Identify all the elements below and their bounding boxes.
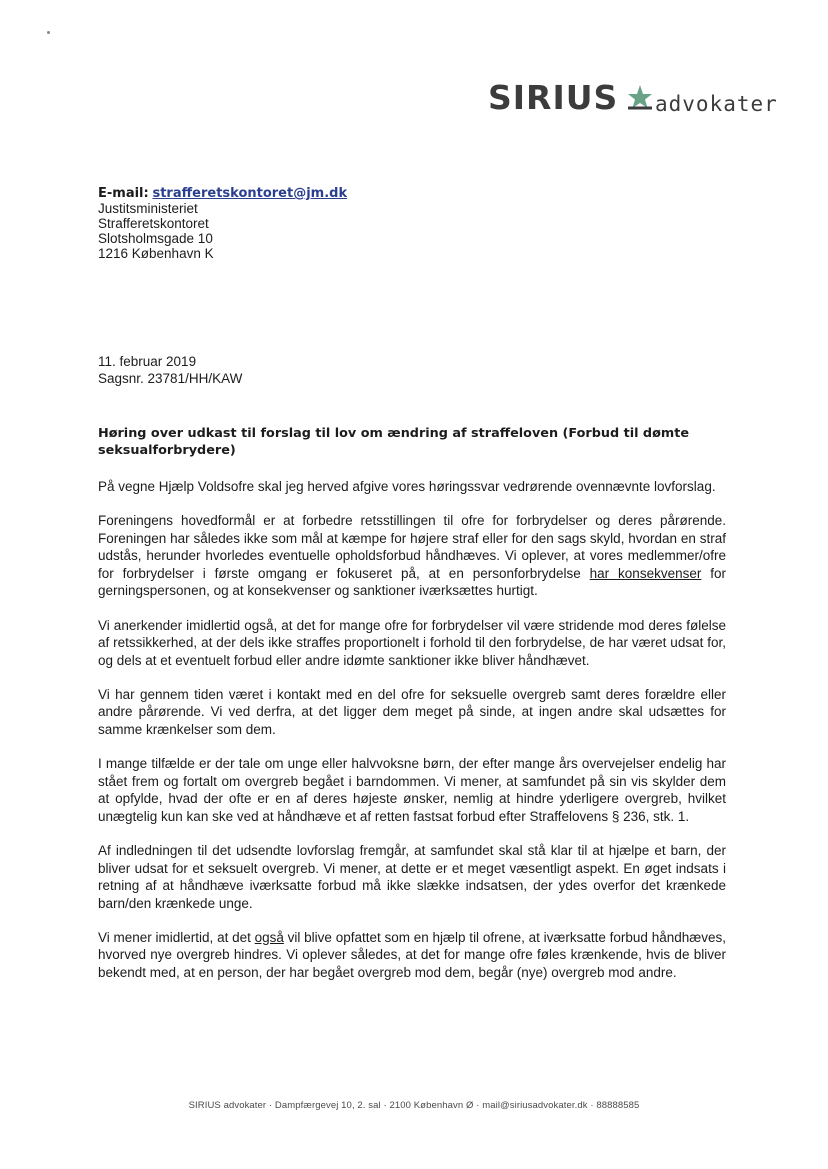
- address-line-2: Strafferetskontoret: [98, 216, 209, 231]
- letter-date: 11. februar 2019: [98, 354, 197, 369]
- recipient-address: [98, 185, 347, 261]
- case-number: Sagsnr. 23781/HH/KAW: [98, 371, 243, 386]
- paragraph-1: På vegne Hjælp Voldsofre skal jeg herved afgive vores høringssvar vedrørende ovennævnte lovforslag.: [98, 479, 716, 494]
- paragraph-7-underlined: også: [254, 929, 284, 945]
- paragraph-6: Af indledningen til det udsendte lovforslag fremgår, at samfundet skal stå klar til at hjælpe et barn, der bliver udsat for et seksuelt overgreb. Vi mener, at dette er et meget væsentligt aspekt. En øget indsats i retning af at håndhæve iværksatte forbud må ikke slække indsatsen, der ydes overfor det krænkede barn/den krænkede unge.: [98, 843, 726, 911]
- logo-word: SIRIUS: [488, 78, 619, 117]
- scan-speck: [47, 31, 50, 34]
- email-line: [98, 185, 347, 201]
- email-label: E-mail:: [98, 186, 149, 201]
- letter-body: [98, 478, 726, 998]
- paragraph-3: Vi anerkender imidlertid også, at det for mange ofre for forbrydelser vil være stridende mod deres følelse af retssikkerhed, at der dels ikke straffes proportionelt i forhold til den forbrydelse, de har været udsat for, og dels at et eventuelt forbud eller andre idømte sanktioner ikke bliver håndhævet.: [98, 617, 726, 668]
- letter-meta: [98, 353, 242, 387]
- paragraph-7-text-a: Vi mener imidlertid, at det: [98, 929, 255, 945]
- email-link[interactable]: strafferetskontoret@jm.dk: [152, 186, 348, 201]
- letter-subject: Høring over udkast til forslag til lov om ændring af straffeloven (Forbud til dømte seksualforbrydere): [98, 426, 690, 458]
- address-line-3: Slotsholmsgade 10: [98, 231, 213, 246]
- address-line-1: Justitsministeriet: [98, 201, 198, 216]
- paragraph-2-text-b: for gerningspersonen, og at konsekvenser og sanktioner iværksættes hurtigt.: [98, 565, 726, 599]
- logo-subtitle: advokater: [655, 92, 778, 116]
- letter-footer: SIRIUS advokater · Dampfærgevej 10, 2. sal · 2100 København Ø · mail@siriusadvokater.dk · 88888585: [188, 1100, 640, 1111]
- address-line-4: 1216 København K: [98, 246, 214, 261]
- paragraph-7-text-b: vil blive opfattet som en hjælp til ofrene, at iværksatte forbud håndhæves, hvorved nye overgreb hindres. Vi oplever således, at det for mange ofre føles krænkende, hvis de bliver bekendt med, at en person, der har begået overgreb mod dem, begår (nye) overgreb mod andre.: [98, 929, 726, 981]
- paragraph-7: [98, 929, 726, 982]
- paragraph-2: [98, 512, 726, 600]
- paragraph-5: I mange tilfælde er der tale om unge eller halvvoksne børn, der efter mange års overvejelser endelig har stået frem og fortalt om overgreb begået i barndommen. Vi mener, at samfundet på sin vis skylder dem at opfylde, hvad der ofte er en af deres højeste ønsker, nemlig at hindre yderligere overgreb, hvilket unægtelig kun kan ske ved at håndhæve et af retten fastsat forbud efter Straffelovens § 236, stk. 1.: [98, 756, 726, 824]
- star-icon: [627, 84, 653, 110]
- paragraph-2-underlined: har konsekvenser: [589, 565, 702, 581]
- paragraph-4: Vi har gennem tiden været i kontakt med en del ofre for seksuelle overgreb samt deres forældre eller andre pårørende. Vi ved derfra, at det ligger dem meget på sinde, at ingen andre skal udsættes for samme krænkelser som dem.: [98, 686, 726, 738]
- paragraph-2-text-a: Foreningens hovedformål er at forbedre retsstillingen til ofre for forbrydelser og deres pårørende. Foreningen har således ikke som mål at kæmpe for højere straf eller for den sags skyld, hvordan en straf udstås, herunder hvorledes eventuelle opholdsforbud håndhæves. Vi oplever, at vores medlemmer/ofre for forbrydelser i første omgang er fokuseret på, at en personforbrydelse: [98, 513, 726, 581]
- sirius-logo: [488, 78, 788, 120]
